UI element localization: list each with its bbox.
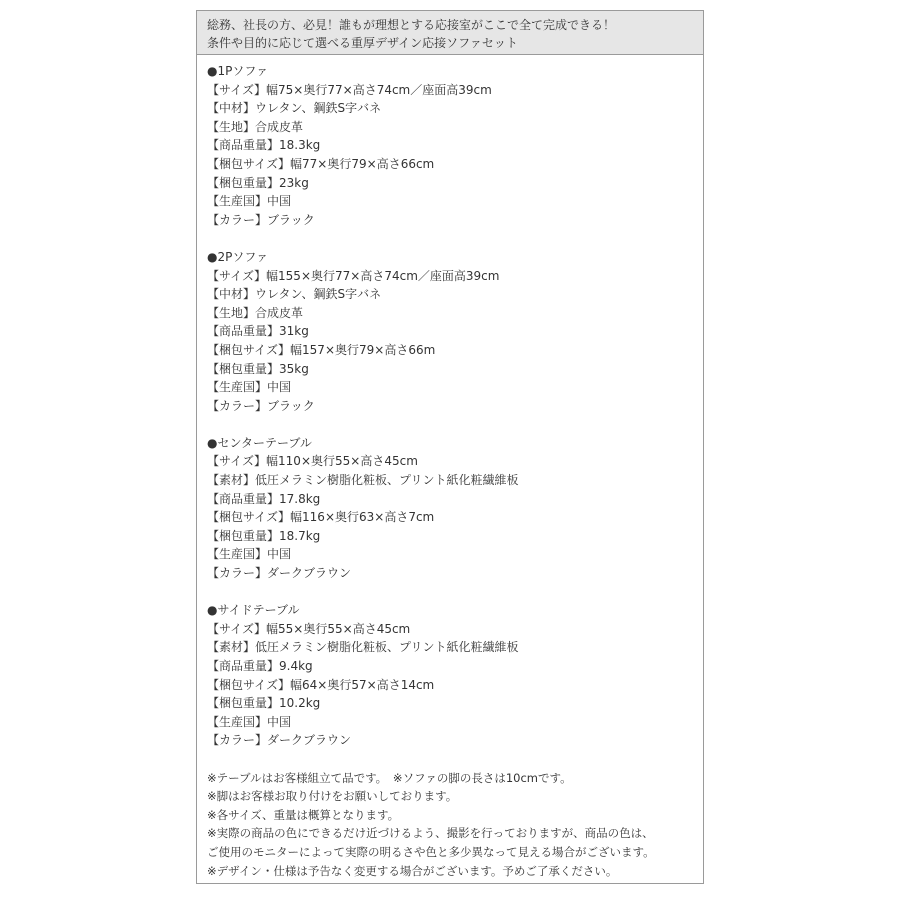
spec-line: 【カラー】ブラック bbox=[207, 212, 315, 227]
spec-line: 【梱包サイズ】幅157×奥行79×高さ66m bbox=[207, 342, 436, 357]
spec-line: 【商品重量】9.4kg bbox=[207, 659, 313, 673]
spec-line: 【カラー】ダークブラウン bbox=[207, 733, 352, 748]
spec-line: 【カラー】ブラック bbox=[207, 398, 315, 413]
header-banner bbox=[197, 11, 703, 55]
spec-line: 【商品重量】31kg bbox=[207, 324, 309, 339]
spec-line: 【サイズ】幅55×奥行55×高さ45cm bbox=[207, 621, 411, 636]
section-center-table bbox=[207, 434, 693, 583]
section-title: ●1Pソファ bbox=[207, 64, 269, 78]
spec-line: 【梱包重量】35kg bbox=[207, 361, 309, 376]
spec-sheet bbox=[196, 10, 704, 884]
spec-line: 【生産国】中国 bbox=[207, 380, 292, 395]
spec-line: 【生産国】中国 bbox=[207, 194, 292, 209]
spec-line: 【サイズ】幅75×奥行77×高さ74cm／座面高39cm bbox=[207, 82, 492, 97]
section-title: ●2Pソファ bbox=[207, 249, 269, 264]
section-title: ●サイドテーブル bbox=[207, 603, 300, 618]
note-line: ※実際の商品の色にできるだけ近づけるよう、撮影を行っておりますが、商品の色は、 bbox=[207, 826, 654, 841]
note-line: ※テーブルはお客様組立て品です。 ※ソファの脚の長さは10cmです。 bbox=[207, 770, 572, 785]
spec-line: 【素材】低圧メラミン樹脂化粧板、プリント紙化粧繊維板 bbox=[207, 473, 519, 488]
note-line: ※脚はお客様お取り付けをお願いしております。 bbox=[207, 789, 458, 804]
section-2p-sofa bbox=[207, 248, 693, 415]
spec-line: 【商品重量】18.3kg bbox=[207, 138, 321, 153]
spec-line: 【商品重量】17.8kg bbox=[207, 491, 321, 506]
spec-line: 【梱包重量】23kg bbox=[207, 175, 309, 190]
spec-body bbox=[197, 55, 703, 880]
spec-line: 【生地】合成皮革 bbox=[207, 119, 304, 134]
spec-line: 【中材】ウレタン、鋼鉄S字バネ bbox=[207, 101, 382, 116]
note-line: ご使用のモニターによって実際の明るさや色と多少異なって見える場合がございます。 bbox=[207, 844, 655, 859]
section-side-table bbox=[207, 601, 693, 750]
header-line-1: 総務、社長の方、必見！誰もが理想とする応接室がここで全て完成できる！ bbox=[207, 18, 616, 32]
spec-line: 【梱包重量】18.7kg bbox=[207, 528, 321, 543]
spec-line: 【中材】ウレタン、鋼鉄S字バネ bbox=[207, 287, 382, 302]
spec-line: 【生産国】中国 bbox=[207, 547, 292, 562]
notes-block bbox=[207, 769, 693, 881]
spec-line: 【梱包サイズ】幅64×奥行57×高さ14cm bbox=[207, 677, 435, 692]
header-line-2: 条件や目的に応じて選べる重厚デザイン応接ソファセット bbox=[207, 36, 518, 50]
spec-line: 【サイズ】幅110×奥行55×高さ45cm bbox=[207, 454, 418, 469]
spec-line: 【生産国】中国 bbox=[207, 714, 292, 729]
note-line: ※各サイズ、重量は概算となります。 bbox=[207, 807, 400, 822]
spec-line: 【素材】低圧メラミン樹脂化粧板、プリント紙化粧繊維板 bbox=[207, 640, 519, 655]
spec-line: 【梱包サイズ】幅77×奥行79×高さ66cm bbox=[207, 156, 435, 171]
spec-line: 【梱包サイズ】幅116×奥行63×高さ7cm bbox=[207, 510, 435, 525]
spec-line: 【カラー】ダークブラウン bbox=[207, 566, 352, 581]
spec-line: 【サイズ】幅155×奥行77×高さ74cm／座面高39cm bbox=[207, 268, 500, 283]
section-1p-sofa bbox=[207, 62, 693, 229]
note-line: ※デザイン・仕様は予告なく変更する場合がございます。予めご了承ください。 bbox=[207, 863, 618, 878]
spec-line: 【生地】合成皮革 bbox=[207, 305, 304, 320]
spec-line: 【梱包重量】10.2kg bbox=[207, 696, 321, 711]
section-title: ●センターテーブル bbox=[207, 435, 312, 450]
